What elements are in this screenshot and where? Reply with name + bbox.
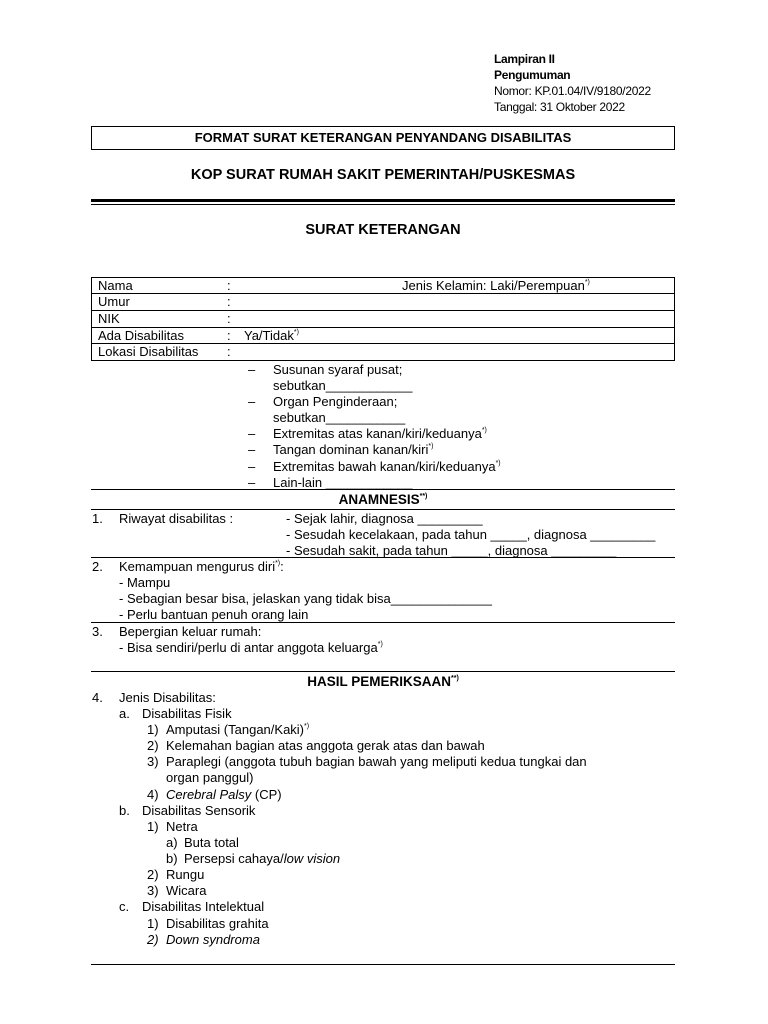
answer-option: - Bisa sendiri/perlu di antar anggota keluarga*) xyxy=(119,640,383,655)
section-rule xyxy=(91,622,675,623)
lokasi-item: sebutkan____________ xyxy=(273,378,413,393)
bullet-dash: – xyxy=(248,394,256,409)
colon: : xyxy=(227,278,231,293)
lokasi-item: Extremitas bawah kanan/kiri/keduanya*) xyxy=(273,459,501,474)
list-item: Kelemahan bagian atas anggota gerak atas dan bawah xyxy=(166,738,485,753)
letterhead: KOP SURAT RUMAH SAKIT PEMERINTAH/PUSKESMAS xyxy=(190,167,576,183)
category-sensorik: Disabilitas Sensorik xyxy=(142,803,256,818)
section-rule xyxy=(91,557,675,558)
hasil-title: HASIL PEMERIKSAAN**) xyxy=(307,674,459,689)
item-number: 2. xyxy=(92,559,103,574)
item-number: 3. xyxy=(92,624,103,639)
answer-option: - Sebagian besar bisa, jelaskan yang tidak bisa______________ xyxy=(119,591,492,606)
colon: : xyxy=(227,344,231,359)
bullet-dash: – xyxy=(248,426,256,441)
label-nik: NIK xyxy=(98,311,120,326)
attachment-title: Lampiran II xyxy=(494,52,555,66)
attachment-number: Nomor: KP.01.04/IV/9180/2022 xyxy=(494,84,651,98)
label-umur: Umur xyxy=(98,294,130,309)
colon: : xyxy=(227,311,231,326)
list-letter: a) xyxy=(166,835,178,850)
list-item-continued: organ panggul) xyxy=(166,770,254,785)
list-item: Persepsi cahaya/low vision xyxy=(184,851,341,866)
colon: : xyxy=(227,328,231,343)
list-item: Down syndroma xyxy=(166,932,260,947)
label-jenis-kelamin: Jenis Kelamin: Laki/Perempuan*) xyxy=(402,278,590,293)
list-item: Buta total xyxy=(184,835,239,850)
bullet-dash: – xyxy=(248,459,256,474)
item-number: 1. xyxy=(92,511,103,526)
question-1: Riwayat disabilitas : xyxy=(119,511,234,526)
question-2: Kemampuan mengurus diri*): xyxy=(119,559,284,574)
category-fisik: Disabilitas Fisik xyxy=(142,706,232,721)
list-letter: b) xyxy=(166,851,178,866)
list-letter: a. xyxy=(119,706,130,721)
table-left-border xyxy=(91,277,92,360)
bullet-dash: – xyxy=(248,442,256,457)
list-number: 2) xyxy=(147,738,159,753)
answer-option: - Perlu bantuan penuh orang lain xyxy=(119,607,309,622)
lokasi-item: Susunan syaraf pusat; xyxy=(273,362,403,377)
question-4: Jenis Disabilitas: xyxy=(119,690,216,705)
list-item: Amputasi (Tangan/Kaki)*) xyxy=(166,722,310,737)
bullet-dash: – xyxy=(248,475,256,490)
answer-option: - Sesudah kecelakaan, pada tahun _____, diagnosa _________ xyxy=(286,527,656,542)
item-number: 4. xyxy=(92,690,103,705)
list-number: 2) xyxy=(147,932,159,947)
colon: : xyxy=(227,294,231,309)
lokasi-item: Organ Penginderaan; xyxy=(273,394,398,409)
doc-title: SURAT KETERANGAN xyxy=(305,222,461,238)
letterhead-rule-thin xyxy=(91,204,675,205)
ya-tidak: Ya/Tidak*) xyxy=(244,328,299,343)
list-item: Netra xyxy=(166,819,198,834)
table-right-border xyxy=(674,277,675,360)
list-number: 1) xyxy=(147,819,159,834)
list-item: Rungu xyxy=(166,867,205,882)
letterhead-rule-thick xyxy=(91,199,675,202)
list-number: 1) xyxy=(147,722,159,737)
anamnesis-title: ANAMNESIS**) xyxy=(338,492,428,507)
list-letter: b. xyxy=(119,803,130,818)
row-rule xyxy=(91,310,675,311)
lokasi-item: Extremitas atas kanan/kiri/keduanya*) xyxy=(273,426,487,441)
question-3: Bepergian keluar rumah: xyxy=(119,624,262,639)
list-letter: c. xyxy=(119,899,130,914)
lokasi-item: sebutkan___________ xyxy=(273,410,406,425)
bullet-dash: – xyxy=(248,362,256,377)
row-rule xyxy=(91,360,675,361)
section-rule xyxy=(91,509,675,510)
attachment-subtitle: Pengumuman xyxy=(494,68,571,82)
list-number: 3) xyxy=(147,754,159,769)
format-title-box xyxy=(91,126,675,150)
label-nama: Nama xyxy=(98,278,133,293)
answer-option: - Sesudah sakit, pada tahun _____, diagnosa _________ xyxy=(286,543,617,558)
label-lokasi: Lokasi Disabilitas xyxy=(98,344,199,359)
answer-option: - Mampu xyxy=(119,575,171,590)
list-item: Cerebral Palsy (CP) xyxy=(166,787,282,802)
label-ada-disabilitas: Ada Disabilitas xyxy=(98,328,184,343)
answer-option: - Sejak lahir, diagnosa _________ xyxy=(286,511,483,526)
section-rule xyxy=(91,671,675,672)
section-rule xyxy=(91,489,675,490)
lokasi-item: Tangan dominan kanan/kiri*) xyxy=(273,442,434,457)
format-title: FORMAT SURAT KETERANGAN PENYANDANG DISABILITAS xyxy=(194,130,572,145)
list-item: Wicara xyxy=(166,883,207,898)
lokasi-item: Lain-lain ____________ xyxy=(273,475,413,490)
list-item: Disabilitas grahita xyxy=(166,916,269,931)
list-number: 3) xyxy=(147,883,159,898)
list-number: 2) xyxy=(147,867,159,882)
attachment-date: Tanggal: 31 Oktober 2022 xyxy=(494,100,625,114)
bottom-rule xyxy=(91,964,675,965)
category-intelektual: Disabilitas Intelektual xyxy=(142,899,265,914)
list-item: Paraplegi (anggota tubuh bagian bawah yang meliputi kedua tungkai dan xyxy=(166,754,587,769)
list-number: 4) xyxy=(147,787,159,802)
list-number: 1) xyxy=(147,916,159,931)
